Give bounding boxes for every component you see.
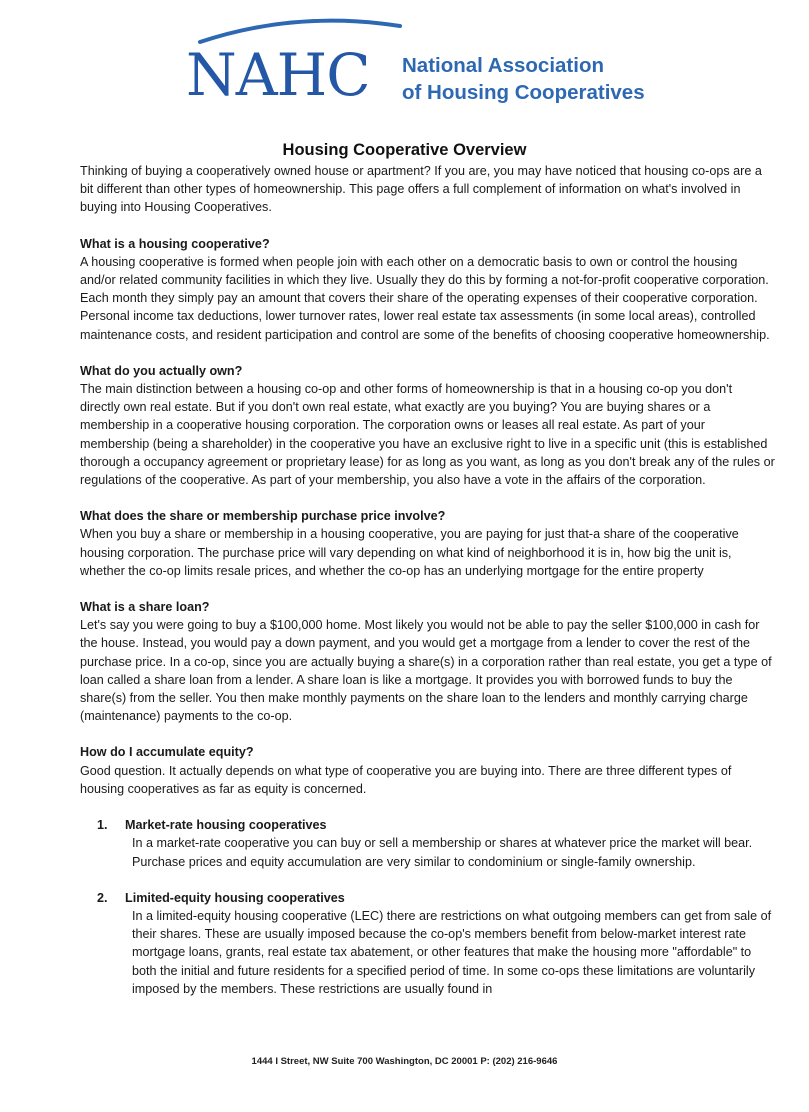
- list-number: 1.: [97, 818, 108, 833]
- list-item-body: In a limited-equity housing cooperative (LEC) there are restrictions on what outgoing members can get from sale of their shares. These are usually imposed because the co-op's members benefit from below-market interest rate mortgage loans, grants, real estate tax abatement, or other features that make the housing more "affordable" to both the initial and future residents for a specified period of time. In some co-ops these limitations are voluntarily imposed by the members. These restrictions are usually found in: [132, 908, 772, 996]
- section-what-is-coop: [80, 235, 775, 344]
- section-heading: What is a share loan?: [80, 600, 210, 615]
- section-what-do-you-own: [80, 362, 775, 489]
- section-purchase-price: [80, 507, 775, 580]
- section-body: The main distinction between a housing co-op and other forms of homeownership is that in a housing co-op you don't directly own real estate. But if you don't own real estate, what exactly are you buying? You are buying shares or a membership in a cooperative housing corporation. The corporation owns or leases all real estate. As part of your membership (being a shareholder) in the cooperative you have an exclusive right to live in a specific unit (this is established thorough a occupancy agreement or proprietary lease) for as long as you want, as long as you don't break any of the rules or regulations of the cooperative. As part of your membership, you also have a vote in the affairs of the corporation.: [80, 382, 775, 488]
- document-body: [80, 162, 775, 1016]
- intro-paragraph: Thinking of buying a cooperatively owned house or apartment? If you are, you may have noticed that housing co-ops are a bit different than other types of homeownership. This page offers a full complement of information on what's involved in buying into Housing Cooperatives.: [80, 164, 762, 215]
- section-body: Good question. It actually depends on what type of cooperative you are buying into. There are three different types of housing cooperatives as far as equity is concerned.: [80, 763, 732, 796]
- section-heading: What does the share or membership purchase price involve?: [80, 509, 446, 524]
- section-equity: [80, 743, 775, 798]
- page-title: Housing Cooperative Overview: [282, 141, 527, 159]
- list-number: 2.: [97, 890, 108, 905]
- equity-types-list: [80, 816, 775, 998]
- logo-mark: NAHC: [186, 41, 370, 109]
- nahc-logo: [186, 12, 666, 107]
- organization-name-line2: of Housing Cooperatives: [402, 81, 645, 104]
- list-item-heading: Limited-equity housing cooperatives: [125, 890, 345, 905]
- section-body: A housing cooperative is formed when people join with each other on a democratic basis to own or control the housing and/or related community facilities in which they live. Usually they do this by forming a not-for-profit cooperative corporation. Each month they simply pay an amount that covers their share of the operating expenses of their cooperative corporation. Personal income tax deductions, lower turnover rates, lower real estate tax assessments (in some local areas), controlled maintenance costs, and resident participation and control are some of the benefits of choosing cooperative homeownership.: [80, 254, 770, 342]
- list-item: [97, 816, 775, 871]
- section-heading: What do you actually own?: [80, 363, 243, 378]
- section-body: Let's say you were going to buy a $100,000 home. Most likely you would not be able to pay the seller $100,000 in cash for the house. Instead, you would pay a down payment, and you would get a mortgage from a lender to cover the rest of the purchase price. In a co-op, since you are actually buying a share(s) in a corporation rather than real estate, you get a type of loan called a share loan from a lender. A share loan is like a mortgage. It provides you with borrowed funds to buy the share(s) from the seller. You then make monthly payments on the share loan to the lenders and monthly carrying charge (maintenance) payments to the co-op.: [80, 618, 772, 724]
- list-item-heading: Market-rate housing cooperatives: [125, 818, 327, 833]
- organization-name-line1: National Association: [402, 54, 604, 77]
- section-heading: How do I accumulate equity?: [80, 745, 254, 760]
- organization-name: [402, 52, 645, 106]
- list-item-body: In a market-rate cooperative you can buy or sell a membership or shares at whatever price the market will bear. Purchase prices and equity accumulation are very similar to condominium or single-family ownership.: [132, 836, 753, 869]
- section-body: When you buy a share or membership in a housing cooperative, you are paying for just that-a share of the cooperative housing corporation. The purchase price will vary depending on what kind of neighborhood it is in, how big the unit is, whether the co-op limits resale prices, and whether the co-op has an underlying mortgage for the entire property: [80, 527, 739, 578]
- page-footer: 1444 I Street, NW Suite 700 Washington, DC 20001 P: (202) 216-9646: [251, 1056, 558, 1067]
- section-heading: What is a housing cooperative?: [80, 236, 270, 251]
- list-item: [97, 889, 775, 998]
- section-share-loan: [80, 598, 775, 725]
